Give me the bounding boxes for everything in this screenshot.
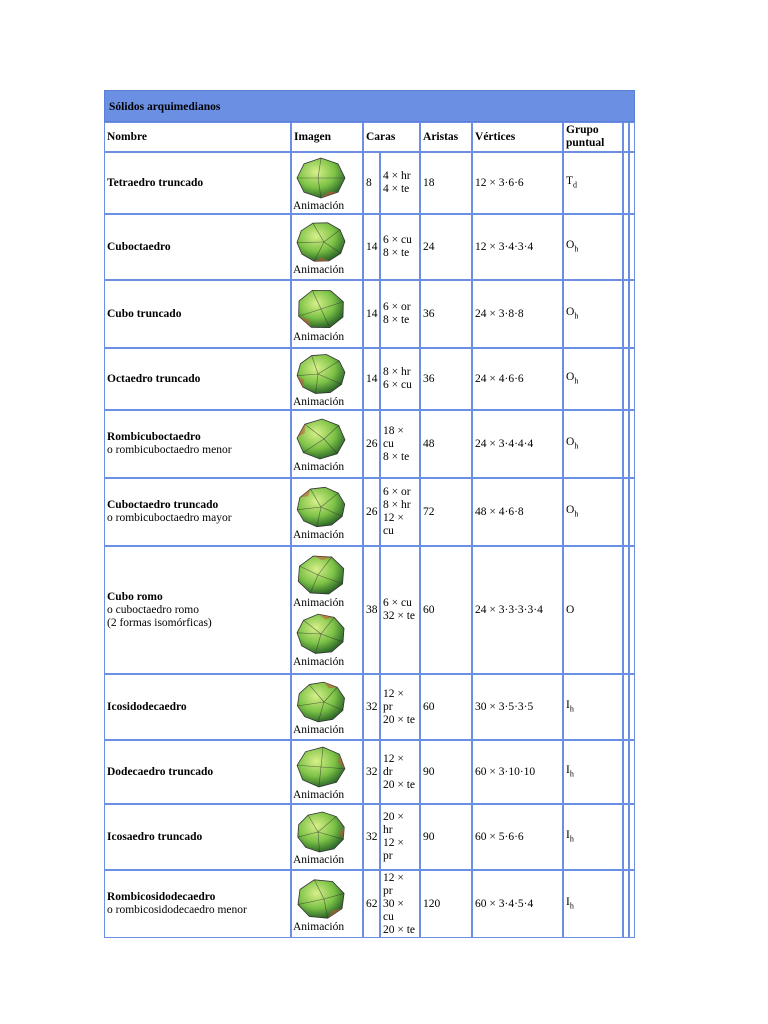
solid-name-line [107,591,288,604]
animation-link[interactable]: Animación [293,853,345,866]
header-name: Nombre [104,122,291,152]
animation-link[interactable]: Animación [293,597,345,609]
polyhedron-icon [293,877,349,921]
header-group: Grupo puntual [563,122,623,152]
face-types [380,804,420,870]
point-group-symbol: O [566,435,575,448]
point-group [563,478,623,546]
spacer-cell [629,478,635,546]
face-count: 38 [363,546,380,674]
solid-image-cell [291,410,363,478]
vertex-config: 60 × 5·6·6 [472,804,563,870]
point-group-subscript: h [574,441,579,451]
point-group-symbol: I [566,763,570,776]
face-type-line: pr [383,884,393,897]
solid-alt-name: o rombicuboctaedro mayor [107,512,232,524]
vertex-config: 12 × 3·4·3·4 [472,214,563,280]
spacer-cell [629,152,635,214]
vertex-config: 60 × 3·4·5·4 [472,870,563,938]
animation-link[interactable]: Animación [293,723,345,736]
face-type-line: 8 × te [383,247,410,259]
point-group [563,740,623,804]
solid-name: Icosaedro truncado [107,830,203,843]
spacer-cell [629,348,635,410]
point-group-symbol: T [566,174,574,187]
point-group [563,410,623,478]
table-row [104,478,635,546]
face-type-line: 32 × te [383,610,416,622]
spacer-cell [629,122,635,152]
face-type-line: 12 × [383,871,404,884]
table-row [104,870,635,938]
solid-name-cell [104,348,291,410]
solid-name: Cubo truncado [107,307,182,320]
solid-image-cell [291,870,363,938]
point-group [563,152,623,214]
polyhedron-icon [293,680,349,724]
solid-alt-name-2: (2 formas isomórficas) [107,616,212,629]
face-type-line: cu [383,525,394,537]
face-type-line: 30 × [383,897,404,910]
face-count: 26 [363,410,380,478]
solid-image-cell [291,280,363,348]
solid-image-cell [291,214,363,280]
header-vertices: Vértices [472,122,563,152]
solid-name: Octaedro truncado [107,372,201,385]
face-type-line: 20 × te [383,713,416,726]
point-group [563,804,623,870]
edge-count: 36 [420,348,472,410]
point-group-symbol: I [566,828,570,841]
point-group [563,280,623,348]
solid-name: Icosidodecaedro [107,700,187,713]
face-types [380,674,420,740]
polyhedron-icon [293,287,349,331]
polyhedron-icon [293,352,349,396]
table-row [104,674,635,740]
point-group-symbol: I [566,895,570,908]
face-type-line: 6 × cu [383,234,412,246]
point-group-subscript: h [574,244,579,254]
spacer-cell [629,870,635,938]
face-types [380,152,420,214]
vertex-config: 24 × 3·8·8 [472,280,563,348]
point-group-symbol: O [566,305,575,318]
face-count: 62 [363,870,380,938]
archimedean-solids-table-container [104,90,635,938]
face-count: 14 [363,280,380,348]
vertex-config: 24 × 3·4·4·4 [472,410,563,478]
face-type-line: 6 × or [383,301,411,313]
point-group-symbol: O [566,603,575,616]
point-group-subscript: h [569,769,574,779]
edge-count: 36 [420,280,472,348]
face-type-line: hr [383,824,393,836]
animation-link[interactable]: Animación [293,920,345,933]
spacer-cell [629,410,635,478]
solid-name-cell [104,546,291,674]
animation-link[interactable]: Animación [293,788,345,801]
spacer-cell [629,214,635,280]
spacer-cell [629,674,635,740]
table-title: Sólidos arquimedianos [104,90,635,122]
edge-count: 24 [420,214,472,280]
table-row [104,214,635,280]
face-type-line: 20 × te [383,923,416,936]
point-group-symbol: O [566,503,575,516]
face-type-line: 4 × te [383,183,410,195]
face-type-line: 20 × [383,811,404,823]
face-type-line: 20 × te [383,778,416,791]
face-type-line: 8 × te [383,450,410,463]
solid-image-cell [291,804,363,870]
face-type-line: 6 × cu [383,597,412,609]
face-type-line: 6 × or [383,486,411,498]
solid-name: Cuboctaedro truncado [107,499,219,511]
face-types [380,740,420,804]
solid-name: Cuboctaedro [107,240,171,253]
solid-image-cell [291,478,363,546]
table-row [104,410,635,478]
polyhedron-icon [293,485,349,529]
edge-count: 120 [420,870,472,938]
edge-count: 90 [420,804,472,870]
face-types [380,478,420,546]
animation-link[interactable]: Animación [293,199,345,212]
point-group-subscript: h [574,311,579,321]
solid-name-cell [104,410,291,478]
face-type-line: cu [383,910,394,923]
header-image: Imagen [291,122,363,152]
polyhedron-icon [293,417,349,461]
point-group-subscript: h [574,376,579,386]
solid-name: Cubo romo [107,590,163,603]
table-row [104,804,635,870]
edge-count: 48 [420,410,472,478]
table-row [104,280,635,348]
point-group-subscript: h [574,509,579,519]
solid-name-cell [104,214,291,280]
vertex-config: 12 × 3·6·6 [472,152,563,214]
face-types [380,280,420,348]
table-row [104,740,635,804]
animation-link[interactable]: Animación [293,460,345,473]
solid-name-cell [104,478,291,546]
table-row [104,348,635,410]
solid-name: Rombicosidodecaedro [107,891,216,903]
solid-name-cell [104,804,291,870]
polyhedron-icon [293,156,349,200]
face-types [380,348,420,410]
face-count: 8 [363,152,380,214]
face-count: 14 [363,214,380,280]
solid-name-cell [104,740,291,804]
vertex-config: 30 × 3·5·3·5 [472,674,563,740]
animation-link[interactable]: Animación [293,330,345,343]
spacer-cell [629,546,635,674]
face-count: 26 [363,478,380,546]
spacer-cell [629,804,635,870]
face-type-line: 18 × [383,424,404,437]
face-type-line: pr [383,850,393,862]
face-type-line: 12 × [383,687,404,700]
face-type-line: 12 × [383,512,404,524]
face-type-line: cu [383,437,394,450]
face-count: 14 [363,348,380,410]
vertex-config: 24 × 3·3·3·3·4 [472,546,563,674]
header-row [104,122,635,152]
face-type-line: 4 × hr [383,170,411,182]
solid-image-cell [291,546,363,674]
face-types [380,410,420,478]
face-types [380,870,420,938]
animation-link[interactable]: Animación [293,656,345,668]
face-types [380,546,420,674]
point-group-symbol: I [566,698,570,711]
solid-name-cell [104,152,291,214]
solid-name-cell [104,870,291,938]
solid-name: Rombicuboctaedro [107,431,201,443]
vertex-config: 48 × 4·6·8 [472,478,563,546]
solid-image-cell [291,740,363,804]
solid-name-cell [104,280,291,348]
point-group-subscript: h [569,834,574,844]
polyhedron-icon [293,810,349,854]
face-type-line: 6 × cu [383,379,412,391]
edge-count: 90 [420,740,472,804]
solid-name-cell [104,674,291,740]
face-type-line: 12 × [383,752,404,765]
polyhedron-icon [293,612,349,656]
solid-image-cell [291,152,363,214]
archimedean-solids-table [104,122,635,938]
spacer-cell [629,740,635,804]
header-faces: Caras [363,122,420,152]
solid-image-cell [291,348,363,410]
edge-count: 60 [420,546,472,674]
point-group [563,546,623,674]
face-type-line: 12 × [383,837,404,849]
solid-name-line [107,499,288,512]
spacer-cell [629,280,635,348]
face-count: 32 [363,674,380,740]
face-count: 32 [363,804,380,870]
header-edges: Aristas [420,122,472,152]
face-type-line: 8 × te [383,314,410,326]
point-group-subscript: h [569,704,574,714]
solid-image-cell [291,674,363,740]
polyhedron-icon [293,553,349,597]
point-group [563,870,623,938]
point-group-subscript: h [569,901,574,911]
point-group [563,674,623,740]
solid-name: Dodecaedro truncado [107,765,214,778]
face-types [380,214,420,280]
table-row [104,152,635,214]
polyhedron-icon [293,220,349,264]
point-group [563,348,623,410]
face-type-line: 8 × hr [383,366,411,378]
vertex-config: 24 × 4·6·6 [472,348,563,410]
animation-link[interactable]: Animación [293,263,345,276]
table-row [104,546,635,674]
edge-count: 18 [420,152,472,214]
vertex-config: 60 × 3·10·10 [472,740,563,804]
animation-link[interactable]: Animación [293,395,345,408]
point-group-symbol: O [566,370,575,383]
solid-alt-name: o rombicuboctaedro menor [107,444,232,456]
solid-alt-name: o rombicosidodecaedro menor [107,904,247,916]
face-count: 32 [363,740,380,804]
point-group [563,214,623,280]
solid-alt-name: o cuboctaedro romo [107,603,199,616]
polyhedron-icon [293,745,349,789]
face-type-line: dr [383,765,393,778]
face-type-line: pr [383,700,393,713]
edge-count: 72 [420,478,472,546]
point-group-subscript: d [573,180,578,190]
edge-count: 60 [420,674,472,740]
point-group-symbol: O [566,238,575,251]
solid-name: Tetraedro truncado [107,176,204,189]
face-type-line: 8 × hr [383,499,411,511]
animation-link[interactable]: Animación [293,528,345,541]
